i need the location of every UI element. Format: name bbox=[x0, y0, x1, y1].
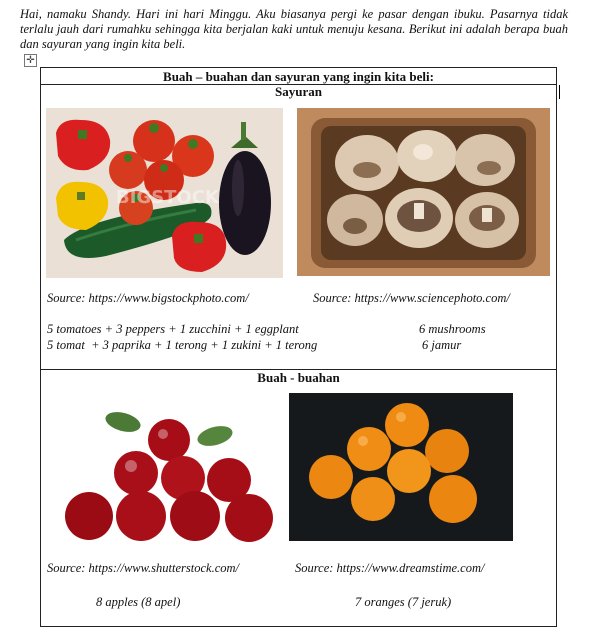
orange-icon bbox=[385, 403, 429, 447]
apples-source: Source: https://www.shutterstock.com/ bbox=[47, 561, 239, 575]
tomato-icon bbox=[109, 151, 147, 189]
table-move-handle-icon[interactable]: ✛ bbox=[24, 54, 37, 67]
mushroom-icon bbox=[455, 192, 519, 248]
mushrooms-source: Source: https://www.sciencephoto.com/ bbox=[313, 291, 510, 305]
vegetables-watermark: BIGSTOCK bbox=[116, 187, 219, 208]
vegetables-photo bbox=[46, 108, 283, 278]
mushrooms-photo bbox=[297, 108, 550, 276]
orange-icon bbox=[425, 429, 469, 473]
apple-icon bbox=[114, 451, 158, 495]
orange-icon bbox=[309, 455, 353, 499]
oranges-source: Source: https://www.dreamstime.com/ bbox=[295, 561, 485, 575]
apple-icon bbox=[65, 492, 113, 540]
apple-icon bbox=[170, 491, 220, 541]
table-title: Buah – buahan dan sayuran yang ingin kita beli: bbox=[163, 69, 434, 84]
vegetables-heading: Sayuran bbox=[275, 84, 322, 99]
apples-photo bbox=[59, 404, 279, 544]
shopping-table bbox=[40, 67, 557, 627]
orange-icon bbox=[429, 475, 477, 523]
vegetables-source: Source: https://www.bigstockphoto.com/ bbox=[47, 291, 249, 305]
text-cursor bbox=[559, 85, 560, 99]
vegetables-count-indonesian: 5 tomat + 3 paprika + 1 terong + 1 zukini + 1 terong bbox=[47, 338, 318, 352]
mushrooms-count-indonesian: 6 jamur bbox=[422, 338, 462, 352]
mushroom-icon bbox=[385, 188, 453, 248]
oranges-photo bbox=[289, 393, 513, 541]
apple-icon bbox=[148, 419, 190, 461]
apple-icon bbox=[116, 491, 166, 541]
vegetables-count-english: 5 tomatoes + 3 peppers + 1 zucchini + 1 eggplant bbox=[47, 322, 299, 336]
apples-count: 8 apples (8 apel) bbox=[96, 595, 181, 609]
orange-icon bbox=[347, 427, 391, 471]
mushroom-icon bbox=[397, 130, 457, 182]
oranges-count: 7 oranges (7 jeruk) bbox=[355, 595, 452, 609]
orange-icon bbox=[387, 449, 431, 493]
orange-icon bbox=[351, 477, 395, 521]
intro-paragraph: Hai, namaku Shandy. Hari ini hari Minggu. Aku biasanya pergi ke pasar dengan ibuku. Pasarnya tidak terlalu jauh dari rumahku sehingga kita berjalan kaki untuk menuju kesana. Berikut ini adalah berapa buah dan sayuran yang ingin kita beli. bbox=[20, 7, 568, 51]
mushroom-icon bbox=[335, 135, 399, 191]
apple-icon bbox=[225, 494, 273, 542]
mushrooms-count-english: 6 mushrooms bbox=[419, 322, 486, 336]
mushroom-icon bbox=[327, 194, 383, 246]
mushroom-icon bbox=[455, 134, 515, 186]
fruits-heading: Buah - buahan bbox=[257, 370, 340, 385]
